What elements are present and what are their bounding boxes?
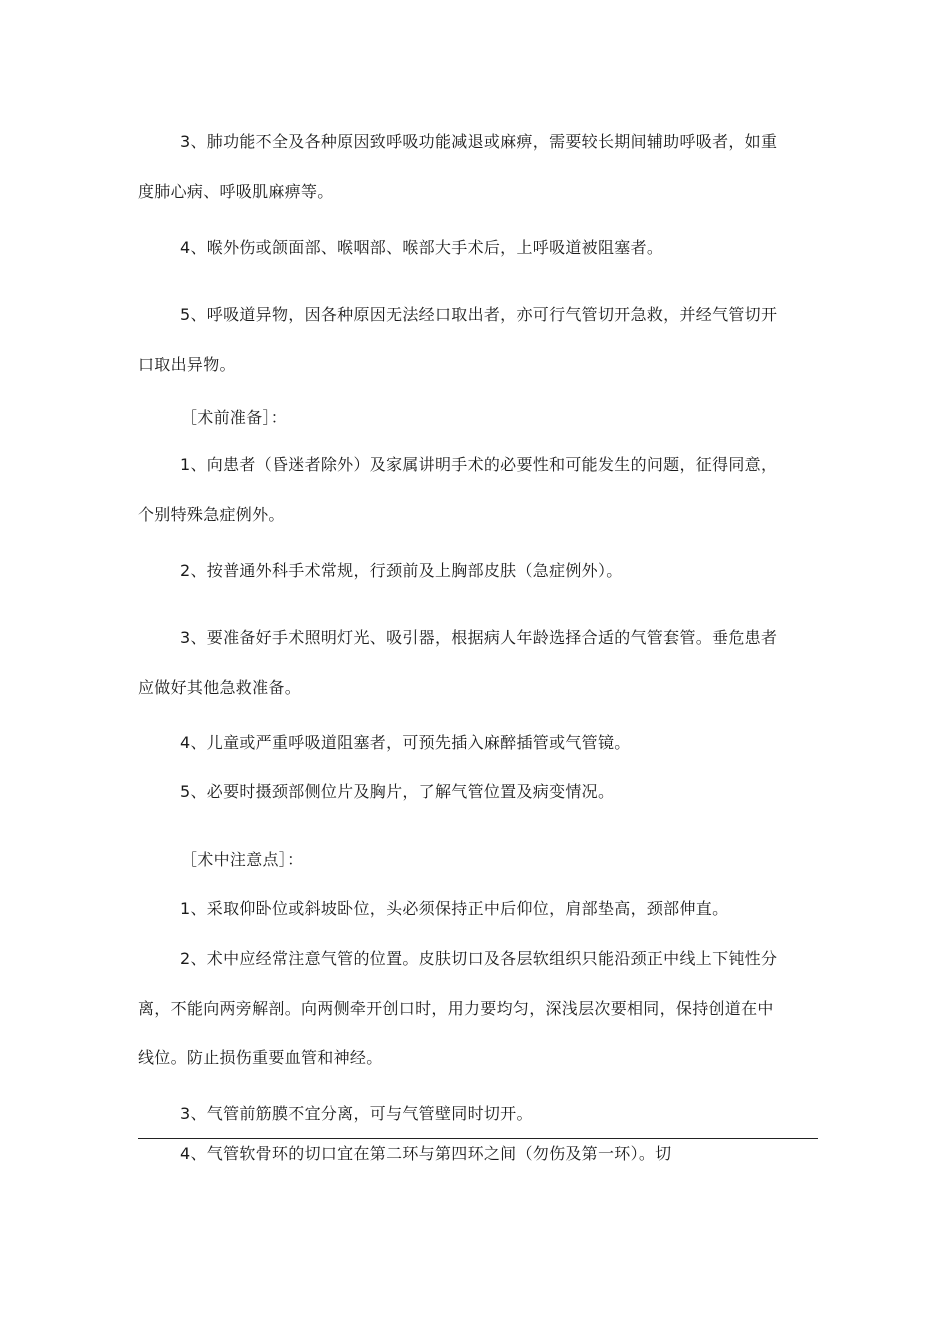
paragraph-line: 5、必要时摄颈部侧位片及胸片，了解气管位置及病变情况。 — [180, 782, 615, 801]
paragraph-line: 3、要准备好手术照明灯光、吸引器，根据病人年龄选择合适的气管套管。垂危患者 — [180, 628, 778, 647]
paragraph-line: 1、向患者（昏迷者除外）及家属讲明手术的必要性和可能发生的问题，征得同意， — [180, 455, 778, 474]
paragraph-line: 4、儿童或严重呼吸道阻塞者，可预先插入麻醉插管或气管镜。 — [180, 733, 631, 752]
paragraph-line: 4、喉外伤或颌面部、喉咽部、喉部大手术后，上呼吸道被阻塞者。 — [180, 238, 664, 257]
paragraph-line: 1、采取仰卧位或斜坡卧位，头必须保持正中后仰位，肩部垫高，颈部伸直。 — [180, 899, 729, 918]
paragraph-line: 2、按普通外科手术常规，行颈前及上胸部皮肤（急症例外）。 — [180, 561, 623, 580]
section-heading-intraoperative: ［术中注意点］： — [181, 850, 304, 869]
paragraph-line: 口取出异物。 — [138, 355, 236, 374]
paragraph-line: 线位。防止损伤重要血管和神经。 — [138, 1048, 383, 1067]
paragraph-line: 个别特殊急症例外。 — [138, 505, 285, 524]
paragraph-line: 3、肺功能不全及各种原因致呼吸功能减退或麻痹，需要较长期间辅助呼吸者，如重 — [180, 132, 778, 151]
paragraph-line: 度肺心病、呼吸肌麻痹等。 — [138, 182, 334, 201]
paragraph-line: 2、术中应经常注意气管的位置。皮肤切口及各层软组织只能沿颈正中线上下钝性分 — [180, 949, 778, 968]
paragraph-line: 离，不能向两旁解剖。向两侧牵开创口时，用力要均匀，深浅层次要相同，保持创道在中 — [138, 999, 774, 1018]
paragraph-line: 3、气管前筋膜不宜分离，可与气管壁同时切开。 — [180, 1104, 533, 1123]
paragraph-line: 5、呼吸道异物，因各种原因无法经口取出者，亦可行气管切开急救，并经气管切开 — [180, 305, 778, 324]
section-heading-preoperative: ［术前准备］： — [181, 408, 288, 427]
paragraph-line: 4、气管软骨环的切口宜在第二环与第四环之间（勿伤及第一环）。切 — [180, 1144, 672, 1163]
paragraph-line: 应做好其他急救准备。 — [138, 678, 302, 697]
page-divider-rule — [138, 1138, 818, 1139]
